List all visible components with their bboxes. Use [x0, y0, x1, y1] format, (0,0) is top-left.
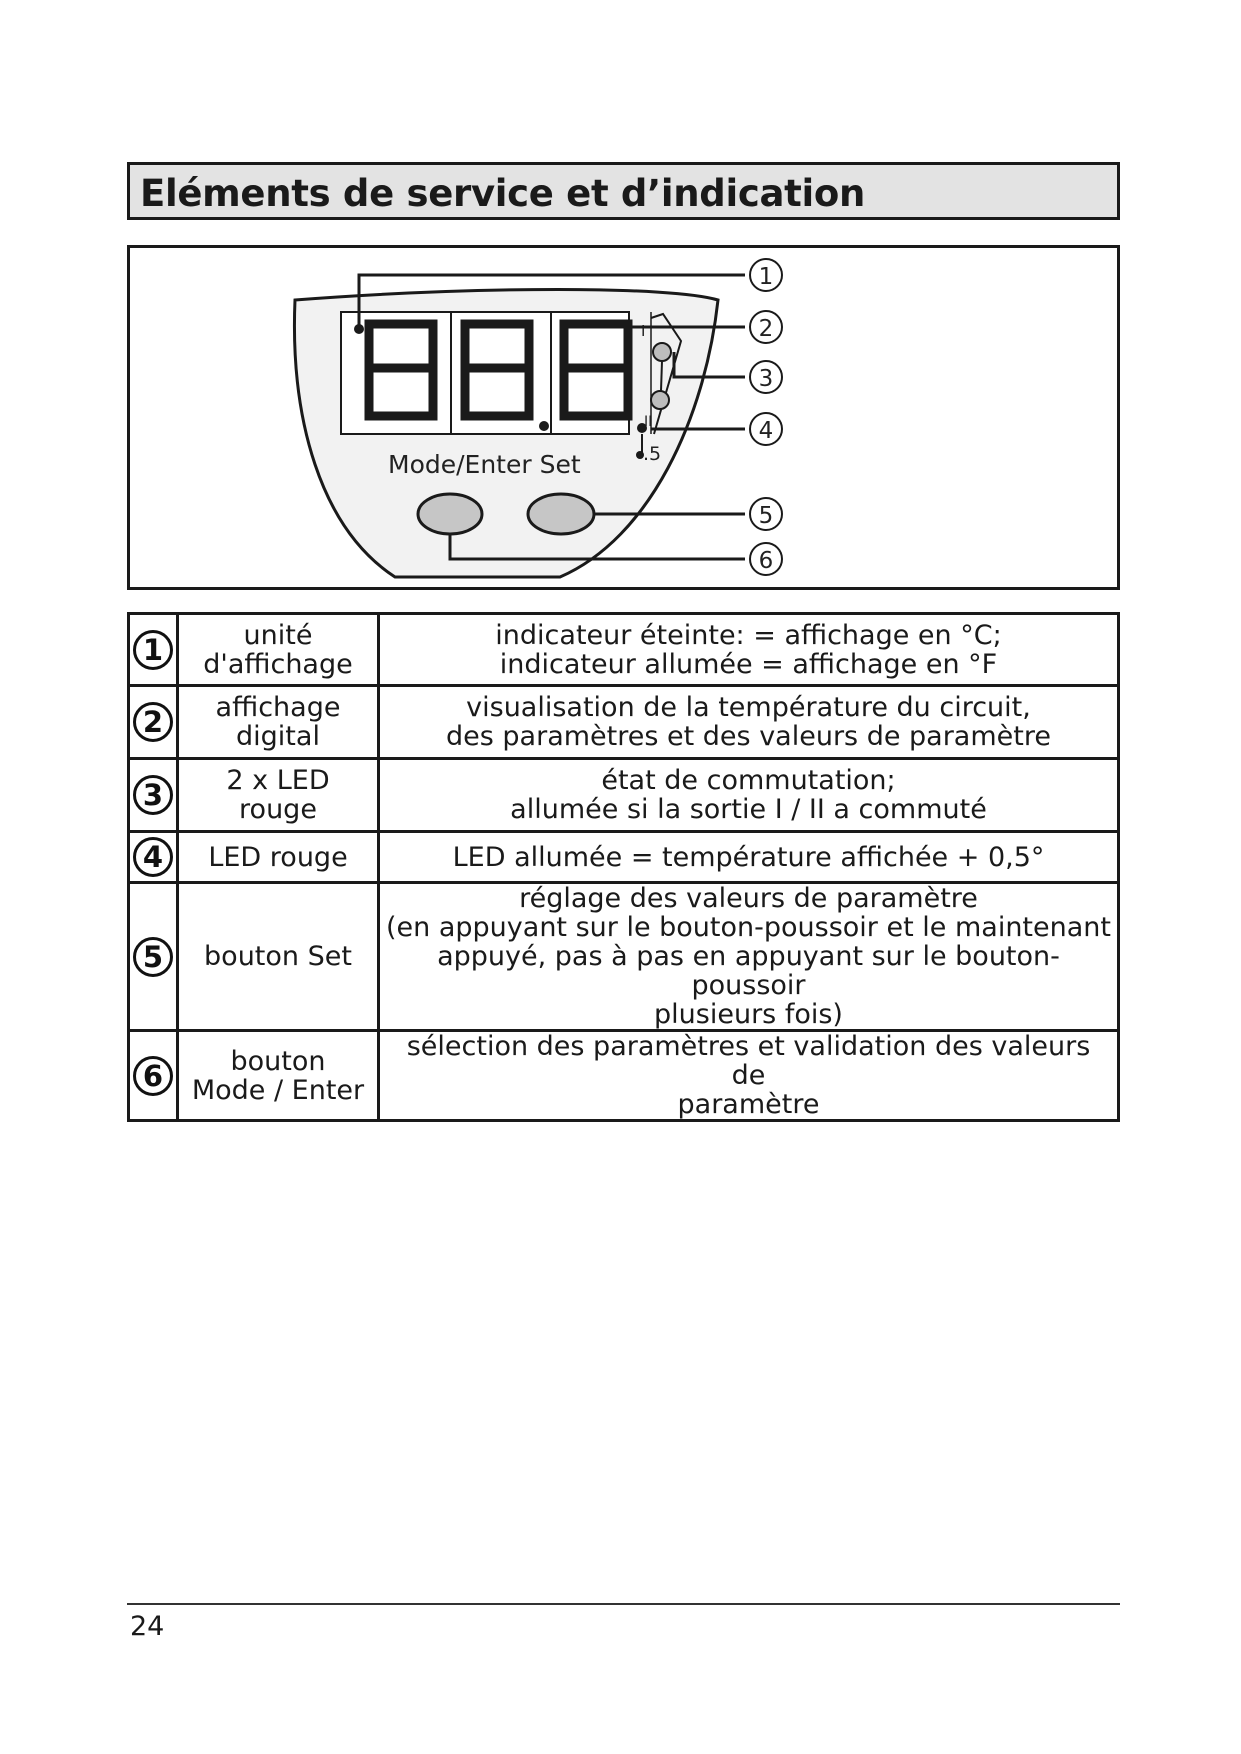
row-number: 2 [133, 702, 173, 742]
section-title: Eléments de service et d’indication [140, 172, 866, 215]
svg-text:1: 1 [758, 264, 774, 290]
svg-text:5: 5 [758, 503, 774, 529]
callout-4 [750, 413, 782, 445]
row-number-cell [129, 1031, 178, 1121]
element-description: état de commutation; allumée si la sortie I / II a commuté [379, 759, 1119, 832]
device-diagram [127, 245, 1120, 590]
table-row [129, 614, 1119, 686]
decimal-point-2 [539, 421, 549, 431]
table-row [129, 686, 1119, 759]
svg-text:3: 3 [758, 366, 774, 392]
svg-text:2: 2 [758, 316, 774, 342]
element-description: LED allumée = température affichée + 0,5° [379, 832, 1119, 883]
mode-enter-button [418, 494, 482, 534]
led-label-1: I [641, 322, 646, 340]
element-name: 2 x LED rouge [178, 759, 379, 832]
row-number-cell [129, 614, 178, 686]
section-title-box [127, 162, 1120, 220]
element-description: indicateur éteinte: = affichage en °C; indicateur allumée = affichage en °F [379, 614, 1119, 686]
element-name: affichage digital [178, 686, 379, 759]
led-output-2 [651, 391, 669, 409]
element-name: bouton Set [178, 883, 379, 1031]
footer-rule [127, 1603, 1120, 1605]
row-number-cell [129, 759, 178, 832]
device-front-svg [130, 248, 1117, 587]
element-description: réglage des valeurs de paramètre (en appuyant sur le bouton-poussoir et le maintenant appuyé, pas à pas en appuyant sur le bouton-poussoir plusieurs fois) [379, 883, 1119, 1031]
row-number: 3 [133, 775, 173, 815]
table-row [129, 883, 1119, 1031]
element-description: sélection des paramètres et validation des valeurs de paramètre [379, 1031, 1119, 1121]
callout-3 [750, 361, 782, 393]
element-name: bouton Mode / Enter [178, 1031, 379, 1121]
half-degree-label: .5 [643, 443, 662, 465]
led-output-1 [653, 343, 671, 361]
callout-5 [750, 498, 782, 530]
page-number: 24 [130, 1611, 165, 1642]
table-row [129, 759, 1119, 832]
element-name: LED rouge [178, 832, 379, 883]
svg-text:6: 6 [758, 548, 774, 574]
elements-legend-table [127, 612, 1120, 1122]
element-name: unité d'affichage [178, 614, 379, 686]
element-description: visualisation de la température du circuit, des paramètres et des valeurs de paramètre [379, 686, 1119, 759]
set-button [528, 494, 594, 534]
row-number-cell [129, 883, 178, 1031]
callout-1 [750, 259, 782, 291]
row-number: 5 [133, 937, 173, 977]
row-number: 4 [133, 837, 173, 877]
svg-text:4: 4 [758, 418, 774, 444]
buttons-label: Mode/Enter Set [388, 450, 581, 479]
table-row [129, 1031, 1119, 1121]
row-number-cell [129, 686, 178, 759]
row-number: 1 [133, 630, 173, 670]
callout-6 [750, 543, 782, 575]
row-number: 6 [133, 1056, 173, 1096]
table-row [129, 832, 1119, 883]
row-number-cell [129, 832, 178, 883]
led-label-2: II [644, 414, 653, 430]
callout-2 [750, 311, 782, 343]
